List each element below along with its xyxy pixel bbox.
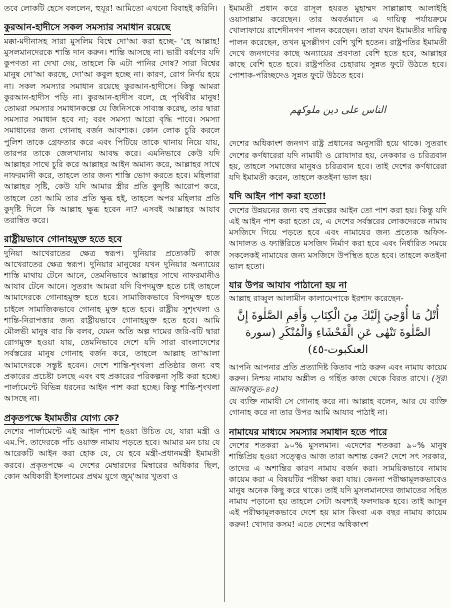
paragraph: দেশের উন্নয়নের জন্য বহু প্রকল্পের আইন তো পাশ করা হয়। কিন্তু যদি এই আইন পাশ করা হতো যে, এ দেশের সর্বস্তরের লোকদেরকে নামায মসজিদে গিয়ে পড়তে হবে এবং নামাযের জন্য প্রত্যেক অফিস-আদালত ও ফ্যাক্টরিতে মসজিদ নির্মাণ করা হবে এবং নির্ধারিত সময়ে সকলেকই নামাযের জন্য মসজিদে উপস্থিত হতে হবে। তাহলে কতইনা ভাল হতো। (229, 204, 447, 271)
paragraph: যে ব্যক্তি নামাযী সে গোনাহ করে না। আল্লাহ বলেন, আর যে ব্যক্তি গোনাহ করে না তার উপর আমি আযাব পাঠাই না। (229, 396, 447, 418)
paragraph: আল্লাহ রাব্বুল আলামীন কালামেপাকে ইরশাদ করেছেন- (229, 293, 404, 304)
verse-translation: আপনি আপনার প্রতি প্রত্যাদিষ্ট কিতাব পাঠ করুন এবং নামায কায়েম করুন। নিশ্চয় নামায অশ্লীল ও গর্হিত কাজ থেকে বিরত রাখে। (229, 361, 447, 383)
paragraph: দেশের অধিকাংশ জনগণ রাষ্ট্র প্রধানের অনুসারী হয়ে থাকে। সুতরাং দেশের কর্ণধারেরা যদি নামাযী ও রোযাদার হয়, নেককার ও চরিত্রবান হয়, তাহলে সমাজের মানুষও চরিত্রবান হবে। তাই দেশের কর্ণধারেরা যদি ইমামতী করেন, তাহলে কতইনা ভাল হয়। (229, 138, 447, 183)
paragraph: তবে লোকটি হেসে বললেন, হুযূর! আমিতো এখনো বিবাহই করিনি। (4, 3, 218, 13)
section-heading: নামাযের মাধ্যমে সমস্যার সমাধান হতে পারে (229, 426, 388, 438)
paragraph: দেশের পার্লামেন্টে এই আইন পাশ হওয়া উচিত যে, যারা মন্ত্রী ও এম.পি. তাদেরকে পাঁচ ওয়াক্ত নামায পড়তে হবে। আমার মন চায় যে আরেকটি আইন করা হোক যে, যে হবে মন্ত্রী-প্রধানমন্ত্রী ইমামতী করবে। প্রকৃতপক্ষে এ দেশের মেম্বারদের মিম্বারের অধিকার ছিল, কোন অধিকারী ইসলামের প্রথম যুগে জুম্'আর খুতবা ও (4, 426, 220, 481)
section-heading: কুরআন-হাদীসে সকল সমস্যার সমাধান রয়েছে (4, 22, 171, 34)
paragraph: দুনিয়া আখেরাতের ক্ষেত্র স্বরূপ। দুনিয়ার প্রত্যেকটি কাজ আখেরাতের ক্ষেত্র স্বরূপ। দুনিয়ার মানুষের যখন দুনিয়ার অন্যায়ের শাস্তি মাথায় টেনে আনে, তেমনিভাবে আল্লাহর সাথে নাফরমানীও আযাব টেনে আনে। সুতরাং আমরা যদি বিপদমুক্ত হতে চাই তাহলে আমাদেরকে গোনাহমুক্ত হতে হবে। সামাজিকভাবে বিপদমুক্ত হতে চাইলে সামাজিকভাবে গোনাহ মুক্ত হতে হবে। রাষ্ট্রীয় সুশৃংখলা ও শান্তি-নিরাপত্তার জন্য রাষ্ট্রীয়ভাবে গোনাহমুক্ত হতে হবে। আমি মৌলভী মানুষ বার কি বলব, যেমন অতি অল্প দামের জরি-বটি দ্বারা রোগমুক্ত হওয়া যায়, তেমনিভাবে দেশে যদি সারা বাংলাদেশের সর্বস্তরের মানুষ গোনাহ বর্জন করে, তাহলে আল্লাহ তা'আলা আমাদেরকে সন্তুষ্ট হবেন। দেশে শান্তি-শৃংখলা প্রতিষ্ঠার জন্য বহু প্রকারের প্রচেষ্টা চলছে এবং বহু প্রকারের পরিকল্পনা সৃষ্টি করা হচ্ছে। পার্লামেন্টে বিভিন্ন ধরনের আইন পাশ করা হচ্ছে। কিন্তু শান্তি-শৃংখলা আসছে না। (4, 247, 220, 404)
quran-verse-text: أُتْلُ مَا أُوْحِيَ إِلَيْكَ مِنَ الْكِتَابِ وَأَقِمِ الصَّلٰوةَ إِنَّ الصَّلٰوةَ تَنْهٰى عَنِ الْفَحْشَاءِ وَالْمُنْكَرِ (237, 308, 439, 339)
quran-verse-reference: (سورة العنكبوت-٤٥) (245, 325, 369, 356)
left-column (4, 3, 220, 606)
paragraph: ইমামতী প্রধান করে রাসূল হযরত মুহাম্মদ সাল্লাল্লাহু আলাইহি ওয়াসাল্লাম করেছেন। তার অবর্তমানে এ দায়িত্ব পর্যায়ক্রমে খোলাফায়ে রাশেদীনগণ পালন করেছেন। তারা যখন ইমামতীর দায়িত্ব পালন করেছেন, তখন মুসল্লীগণ বেশি খুশি হতেন। রাষ্ট্রপতির ইমামতী দেখে জনগণের কাছে অন্যায়ের প্রবণতা বেশি হতে হবে, আল্লাহর কাছে বেশি হতে হবে। রাষ্ট্রপতির চেহারায় সুন্নত ফুটে উঠতে হবে। পোশাক-পরিচ্ছদেও সুন্নত ফুটে উঠতে হবে। (229, 3, 447, 81)
column-divider (224, 6, 225, 602)
section-heading: রাষ্ট্রীয়ভাবে গোনাহমুক্ত হতে হবে (4, 234, 122, 246)
paragraph (229, 362, 447, 396)
section-heading: যার উপর আযাব পাঠানো হয় না (229, 279, 347, 291)
section-heading: যদি আইন পাশ করা হতো! (229, 191, 327, 203)
arabic-calligraphy-saying: الناس على دين ملوكهم (290, 104, 386, 116)
paragraph: দেশের শতকরা ৯০% মুসলমান। এদেশের শতকরা ৯০% মানুষ শান্তিপ্রিয় হওয়া সত্ত্বেও আজ তারা অশান্ত কেন? দেশে সৎ সরকার, তাদের এ অশান্তির কারণ নামায বর্জন করা। সাময়িকভাবে নামায কায়েম করা এ বিষয়টির পরীক্ষা করা যায়। কেননা পরীক্ষামূলকভাবেও মানুষ অনেক কিছু করে থাকে। তাই যদি মুসলমানদের জামাতের সহিত নামায পড়ানো হয় তাহলে সেটা অবশ্যই ফলদায়ক হবে। তাই আসুন এই পরীক্ষামূলকভাবে দেশে হয় মাস কিংবা এক বছর নামায কায়েম করুন! খোদার কসম! এতে দেশের অধিকাংশ (229, 440, 447, 529)
paragraph: মক্কা-মদীনাসহ সারা মুসলিম বিশ্বে দো'আ করা হচ্ছে- 'হে আল্লাহ! মুসলমানদেরকে শান্তি দান করুন। শান্তি আসছে না। ভারী বর্ষণের যদি কুপণতা না দেখা দেয়, তাহলে কি এটা পানির দোষ? সারা বিশ্বের মানুষ দো'আ করছে, দো'আ কবুল হচ্ছে না। কারণ, রোগ নির্ণয় হয়ে না। সকল সমস্যার সমাধান রয়েছে কুরআন-হাদীসে। কিন্তু আমরা কুরআন-হাদীস পড়ি না। কুরআন-হাদীস বলে, হে পৃথিবীর মানুষ! তোমরা সমস্যার সমাধানকল্পে যে জিনিসকে সাব্যস্ত করেছ, তার দ্বারা সমস্যার সমাধান হবে না; বরং সমস্যা আরো বৃদ্ধি পাবে। সমস্যা সমাধানের জন্য গোনাহ বর্জন আবশ্যক। কোন লোক চুরি করলে পুলিশ তাকে গ্রেফতার করে এবং পিটিয়ে তাকে থানায় নিয়ে যায়, তারপর তাকে জেলখানায় আবদ্ধ করে। এমনিভাবে কেউ যদি আল্লাহর সাথে চুরি করে আল্লাহর আইন অমান্য করে, আল্লাহর সাথে নাফরমানী করে, তাহলে তার জন্য শাস্তি ভোগ করতে হবে। মহিলারা আল্লাহর সৃষ্টি, কেউ যদি আমার স্ত্রীর প্রতি কুদৃষ্টি আরোপ করে, তাহলে তো আমি তার প্রতি ক্ষুব্ধ হই, তাহলে অপর মহিলার প্রতি কুদৃষ্টি দিলে কি আল্লাহ ক্ষুব্ধ হবেন না? এসবই আল্লাহর আযাব তরান্বিত করে। (4, 35, 220, 225)
verse-translation-reference: (সূরা আনকাবুত-৪৫) (229, 372, 447, 395)
quran-verse (229, 307, 447, 358)
section-heading: প্রকৃতপক্ষে ইমামতীর যোগ্য কে? (4, 412, 120, 424)
right-column (229, 3, 447, 606)
